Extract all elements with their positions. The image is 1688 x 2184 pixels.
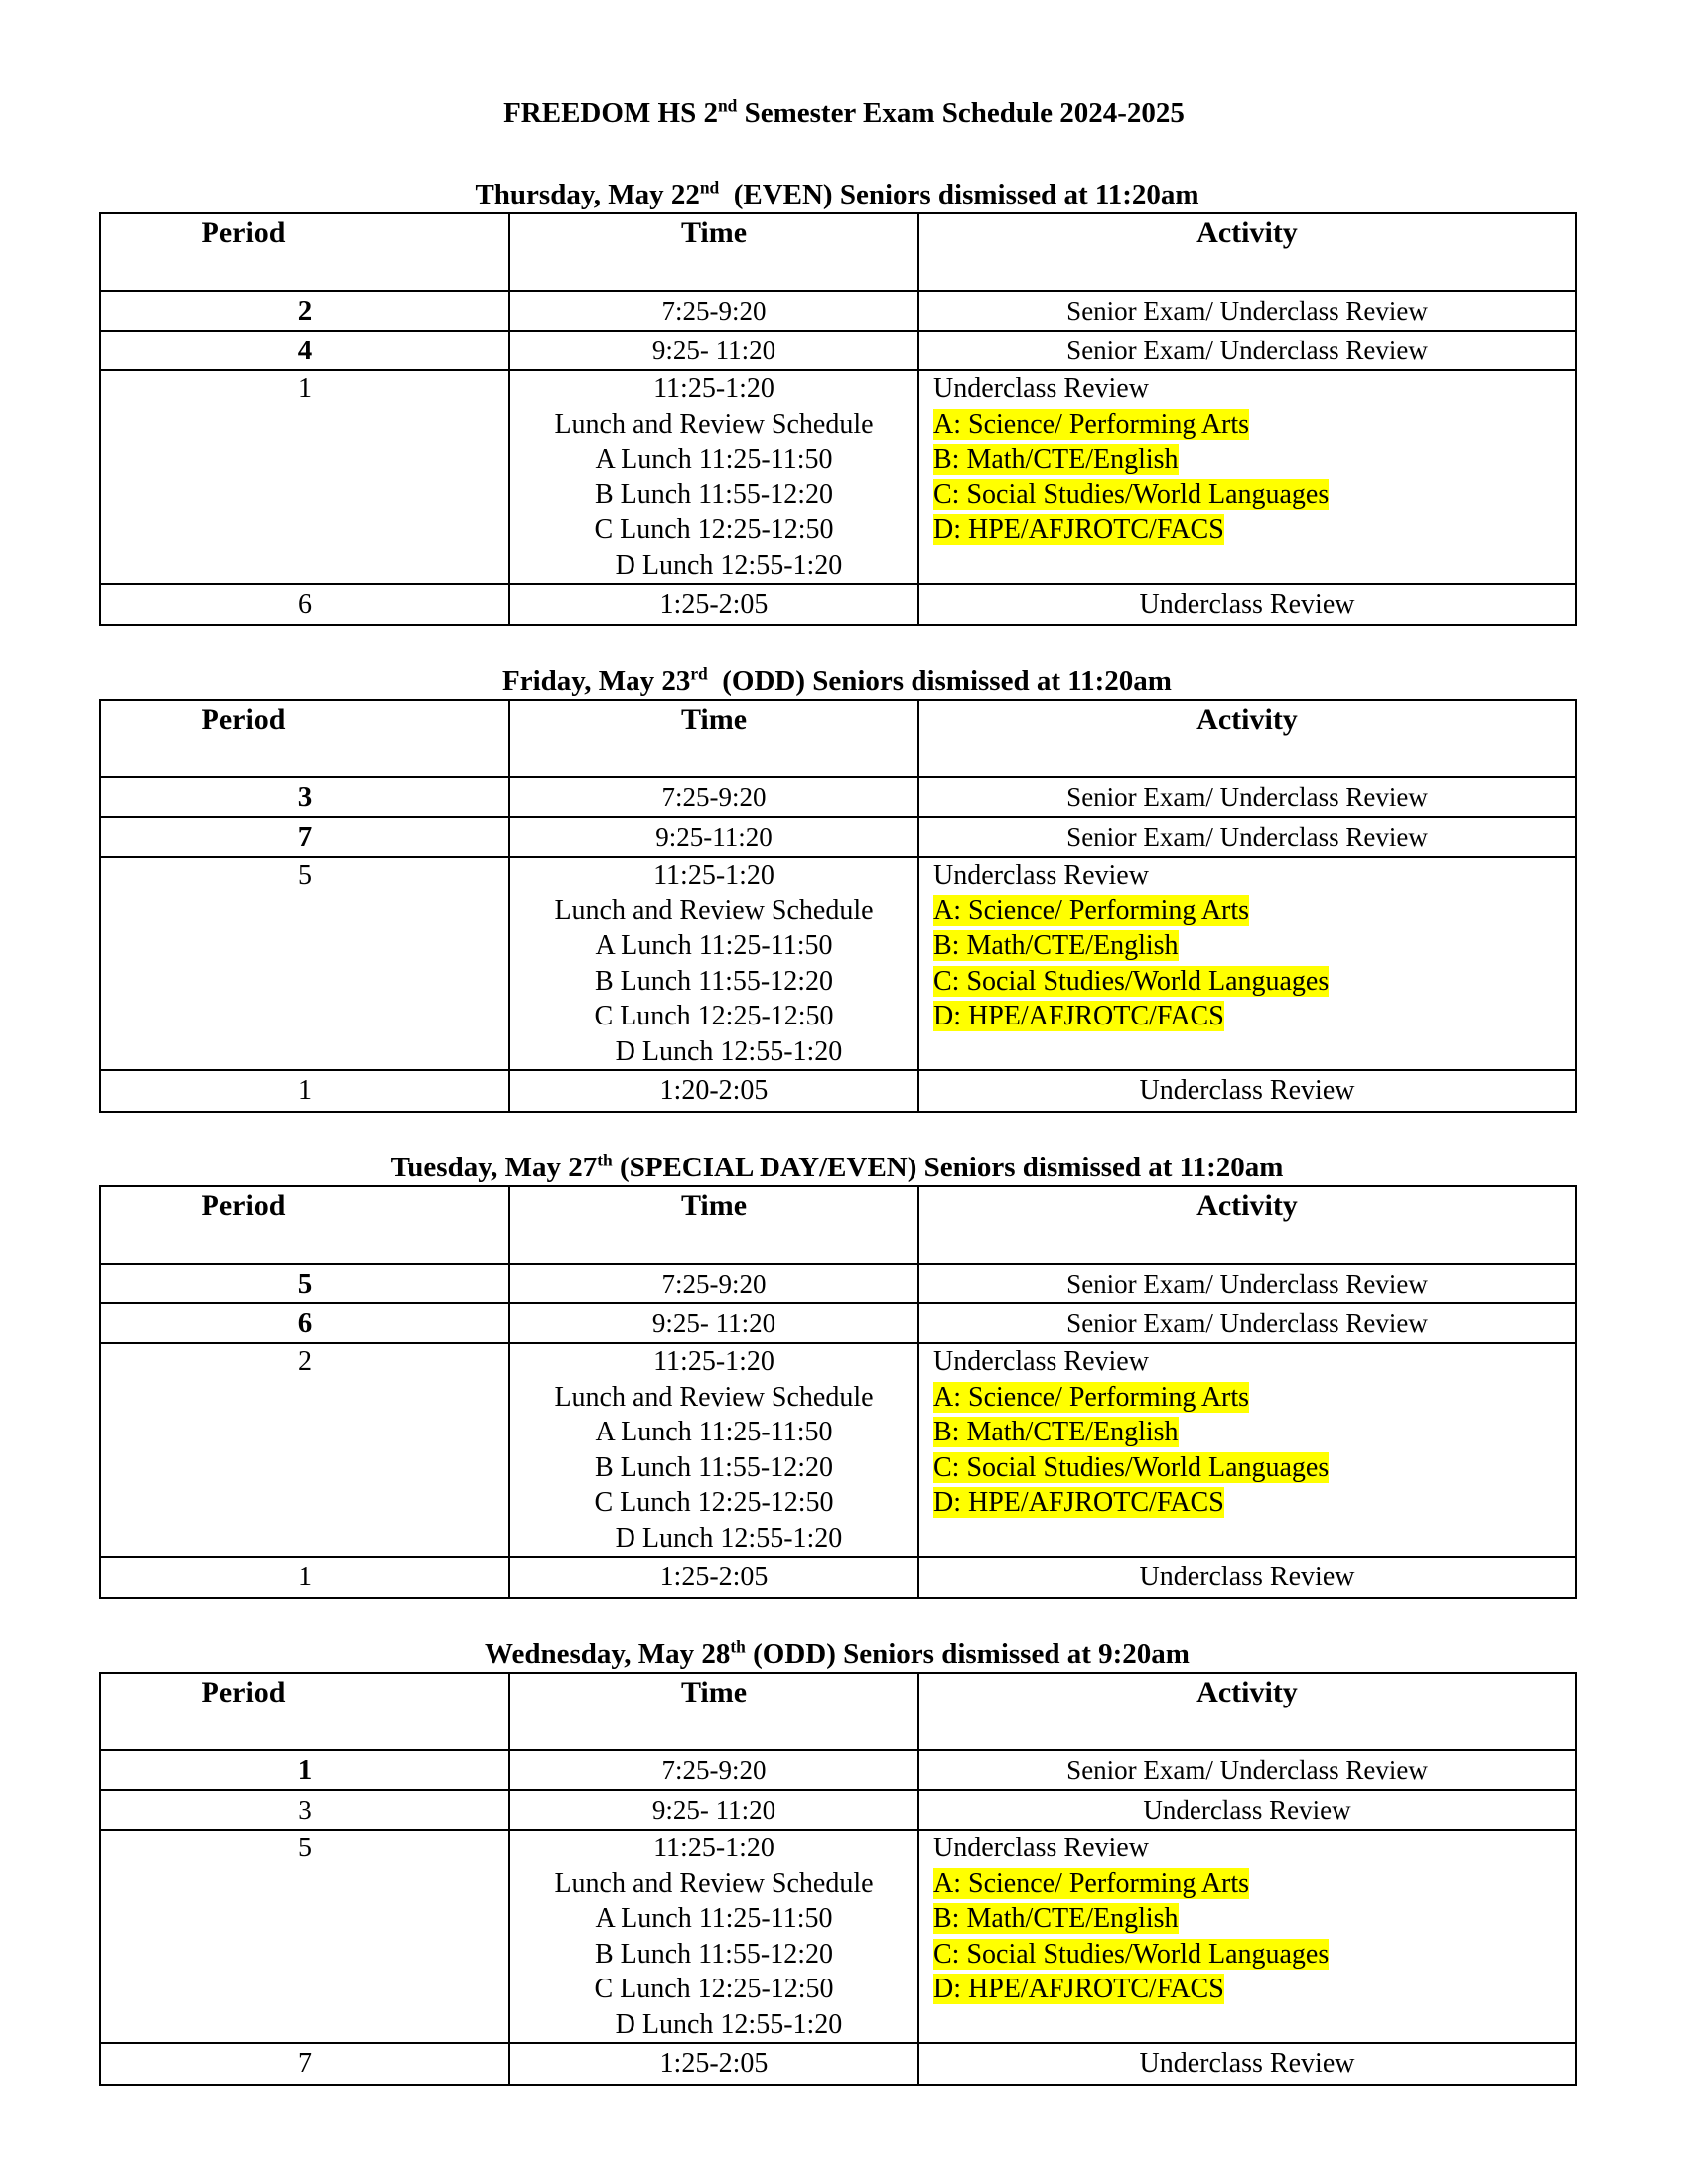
table-header-row xyxy=(100,1673,1576,1750)
lunch-c: C Lunch 12:25-12:50 xyxy=(594,1487,834,1518)
day-schedule-friday xyxy=(99,661,1575,1113)
lunch-schedule-label: Lunch and Review Schedule xyxy=(554,1867,874,1899)
period-cell: 5 xyxy=(100,1264,509,1303)
period-cell: 6 xyxy=(100,1303,509,1343)
lunch-a: A Lunch 11:25-11:50 xyxy=(595,1417,833,1447)
period-cell: 5 xyxy=(100,857,509,1070)
review-groups-cell xyxy=(918,857,1576,1070)
schedule-table xyxy=(99,212,1577,626)
day-heading: Friday, May 23rd (ODD) Seniors dismissed at 11:20am xyxy=(502,663,1172,697)
table-row xyxy=(100,1750,1576,1790)
document-title: FREEDOM HS 2nd Semester Exam Schedule 2024-2025 xyxy=(503,95,1185,129)
review-group-a: A: Science/ Performing Arts xyxy=(933,408,1250,440)
lunch-schedule-cell xyxy=(509,1830,918,2043)
lunch-schedule-cell xyxy=(509,370,918,584)
column-header-period: Period xyxy=(100,700,509,777)
table-row xyxy=(100,291,1576,331)
lunch-d: D Lunch 12:55-1:20 xyxy=(615,2008,843,2040)
review-group-b: B: Math/CTE/English xyxy=(933,930,1179,961)
period-cell: 3 xyxy=(100,777,509,817)
period-cell: 7 xyxy=(100,2043,509,2085)
period-cell: 1 xyxy=(100,1557,509,1598)
column-header-period: Period xyxy=(100,213,509,291)
lunch-c: C Lunch 12:25-12:50 xyxy=(594,514,834,545)
table-row xyxy=(100,817,1576,857)
column-header-time: Time xyxy=(509,1186,918,1264)
lunch-schedule-label: Lunch and Review Schedule xyxy=(554,408,874,440)
lunch-c: C Lunch 12:25-12:50 xyxy=(594,1974,834,2004)
activity-cell: Underclass Review xyxy=(918,2043,1576,2085)
lunch-block-time: 11:25-1:20 xyxy=(653,1346,774,1377)
lunch-b: B Lunch 11:55-12:20 xyxy=(594,1938,834,1970)
time-cell: 9:25-11:20 xyxy=(509,817,918,857)
activity-cell: Senior Exam/ Underclass Review xyxy=(918,817,1576,857)
lunch-c: C Lunch 12:25-12:50 xyxy=(594,1001,834,1031)
time-cell: 7:25-9:20 xyxy=(509,1264,918,1303)
table-row xyxy=(100,1303,1576,1343)
lunch-d: D Lunch 12:55-1:20 xyxy=(615,549,843,581)
review-group-a: A: Science/ Performing Arts xyxy=(933,1867,1250,1899)
review-group-c: C: Social Studies/World Languages xyxy=(933,965,1330,997)
activity-cell: Underclass Review xyxy=(918,584,1576,625)
review-group-d: D: HPE/AFJROTC/FACS xyxy=(933,1487,1224,1518)
activity-cell: Senior Exam/ Underclass Review xyxy=(918,777,1576,817)
period-cell: 4 xyxy=(100,331,509,370)
time-cell: 7:25-9:20 xyxy=(509,777,918,817)
review-group-c: C: Social Studies/World Languages xyxy=(933,478,1330,510)
activity-cell: Underclass Review xyxy=(918,1070,1576,1112)
lunch-a: A Lunch 11:25-11:50 xyxy=(595,444,833,475)
column-header-activity: Activity xyxy=(918,1186,1576,1264)
time-cell: 7:25-9:20 xyxy=(509,1750,918,1790)
period-cell: 1 xyxy=(100,1070,509,1112)
review-group-d: D: HPE/AFJROTC/FACS xyxy=(933,1974,1224,2004)
period-cell: 1 xyxy=(100,370,509,584)
lunch-review-row xyxy=(100,857,1576,1070)
review-groups-cell xyxy=(918,1830,1576,2043)
period-cell: 7 xyxy=(100,817,509,857)
lunch-schedule-label: Lunch and Review Schedule xyxy=(554,1381,874,1413)
table-header-row xyxy=(100,213,1576,291)
table-row xyxy=(100,2043,1576,2085)
lunch-a: A Lunch 11:25-11:50 xyxy=(595,1903,833,1934)
review-title: Underclass Review xyxy=(933,1346,1149,1377)
lunch-b: B Lunch 11:55-12:20 xyxy=(594,965,834,997)
time-cell: 1:25-2:05 xyxy=(509,1557,918,1598)
review-title: Underclass Review xyxy=(933,860,1149,890)
time-cell: 9:25- 11:20 xyxy=(509,1790,918,1830)
time-cell: 1:20-2:05 xyxy=(509,1070,918,1112)
column-header-time: Time xyxy=(509,213,918,291)
table-row xyxy=(100,1557,1576,1598)
lunch-b: B Lunch 11:55-12:20 xyxy=(594,1451,834,1483)
review-groups-cell xyxy=(918,1343,1576,1557)
lunch-b: B Lunch 11:55-12:20 xyxy=(594,478,834,510)
column-header-activity: Activity xyxy=(918,700,1576,777)
column-header-time: Time xyxy=(509,700,918,777)
column-header-activity: Activity xyxy=(918,1673,1576,1750)
lunch-review-row xyxy=(100,1830,1576,2043)
time-cell: 1:25-2:05 xyxy=(509,584,918,625)
period-cell: 2 xyxy=(100,291,509,331)
lunch-a: A Lunch 11:25-11:50 xyxy=(595,930,833,961)
review-group-c: C: Social Studies/World Languages xyxy=(933,1938,1330,1970)
day-heading: Wednesday, May 28th (ODD) Seniors dismissed at 9:20am xyxy=(485,1636,1190,1670)
activity-cell: Underclass Review xyxy=(918,1557,1576,1598)
time-cell: 9:25- 11:20 xyxy=(509,331,918,370)
lunch-block-time: 11:25-1:20 xyxy=(653,373,774,404)
period-cell: 3 xyxy=(100,1790,509,1830)
day-heading: Thursday, May 22nd (EVEN) Seniors dismissed at 11:20am xyxy=(475,177,1199,210)
column-header-period: Period xyxy=(100,1186,509,1264)
activity-cell: Underclass Review xyxy=(918,1790,1576,1830)
lunch-block-time: 11:25-1:20 xyxy=(653,860,774,890)
time-cell: 1:25-2:05 xyxy=(509,2043,918,2085)
review-group-d: D: HPE/AFJROTC/FACS xyxy=(933,1001,1224,1031)
period-cell: 5 xyxy=(100,1830,509,2043)
table-row xyxy=(100,1070,1576,1112)
table-header-row xyxy=(100,1186,1576,1264)
lunch-block-time: 11:25-1:20 xyxy=(653,1833,774,1863)
activity-cell: Senior Exam/ Underclass Review xyxy=(918,1303,1576,1343)
table-row xyxy=(100,1790,1576,1830)
schedule-table xyxy=(99,699,1577,1113)
schedule-table xyxy=(99,1672,1577,2086)
table-row xyxy=(100,777,1576,817)
activity-cell: Senior Exam/ Underclass Review xyxy=(918,1264,1576,1303)
period-cell: 1 xyxy=(100,1750,509,1790)
day-heading: Tuesday, May 27th (SPECIAL DAY/EVEN) Seniors dismissed at 11:20am xyxy=(390,1150,1284,1183)
review-group-d: D: HPE/AFJROTC/FACS xyxy=(933,514,1224,545)
activity-cell: Senior Exam/ Underclass Review xyxy=(918,291,1576,331)
day-schedule-wednesday xyxy=(99,1634,1575,2086)
day-schedule-thursday xyxy=(99,175,1575,626)
time-cell: 7:25-9:20 xyxy=(509,291,918,331)
review-group-c: C: Social Studies/World Languages xyxy=(933,1451,1330,1483)
table-row xyxy=(100,331,1576,370)
activity-cell: Senior Exam/ Underclass Review xyxy=(918,1750,1576,1790)
review-group-b: B: Math/CTE/English xyxy=(933,444,1179,475)
time-cell: 9:25- 11:20 xyxy=(509,1303,918,1343)
lunch-review-row xyxy=(100,1343,1576,1557)
column-header-period: Period xyxy=(100,1673,509,1750)
review-groups-cell xyxy=(918,370,1576,584)
lunch-schedule-cell xyxy=(509,1343,918,1557)
lunch-review-row xyxy=(100,370,1576,584)
lunch-d: D Lunch 12:55-1:20 xyxy=(615,1035,843,1067)
lunch-d: D Lunch 12:55-1:20 xyxy=(615,1522,843,1554)
lunch-schedule-cell xyxy=(509,857,918,1070)
review-group-b: B: Math/CTE/English xyxy=(933,1417,1179,1447)
review-group-a: A: Science/ Performing Arts xyxy=(933,894,1250,926)
review-group-a: A: Science/ Performing Arts xyxy=(933,1381,1250,1413)
review-group-b: B: Math/CTE/English xyxy=(933,1903,1179,1934)
review-title: Underclass Review xyxy=(933,1833,1149,1863)
column-header-activity: Activity xyxy=(918,213,1576,291)
review-title: Underclass Review xyxy=(933,373,1149,404)
day-schedule-tuesday xyxy=(99,1148,1575,1599)
lunch-schedule-label: Lunch and Review Schedule xyxy=(554,894,874,926)
activity-cell: Senior Exam/ Underclass Review xyxy=(918,331,1576,370)
table-row xyxy=(100,584,1576,625)
period-cell: 6 xyxy=(100,584,509,625)
schedule-table xyxy=(99,1185,1577,1599)
table-row xyxy=(100,1264,1576,1303)
column-header-time: Time xyxy=(509,1673,918,1750)
table-header-row xyxy=(100,700,1576,777)
period-cell: 2 xyxy=(100,1343,509,1557)
